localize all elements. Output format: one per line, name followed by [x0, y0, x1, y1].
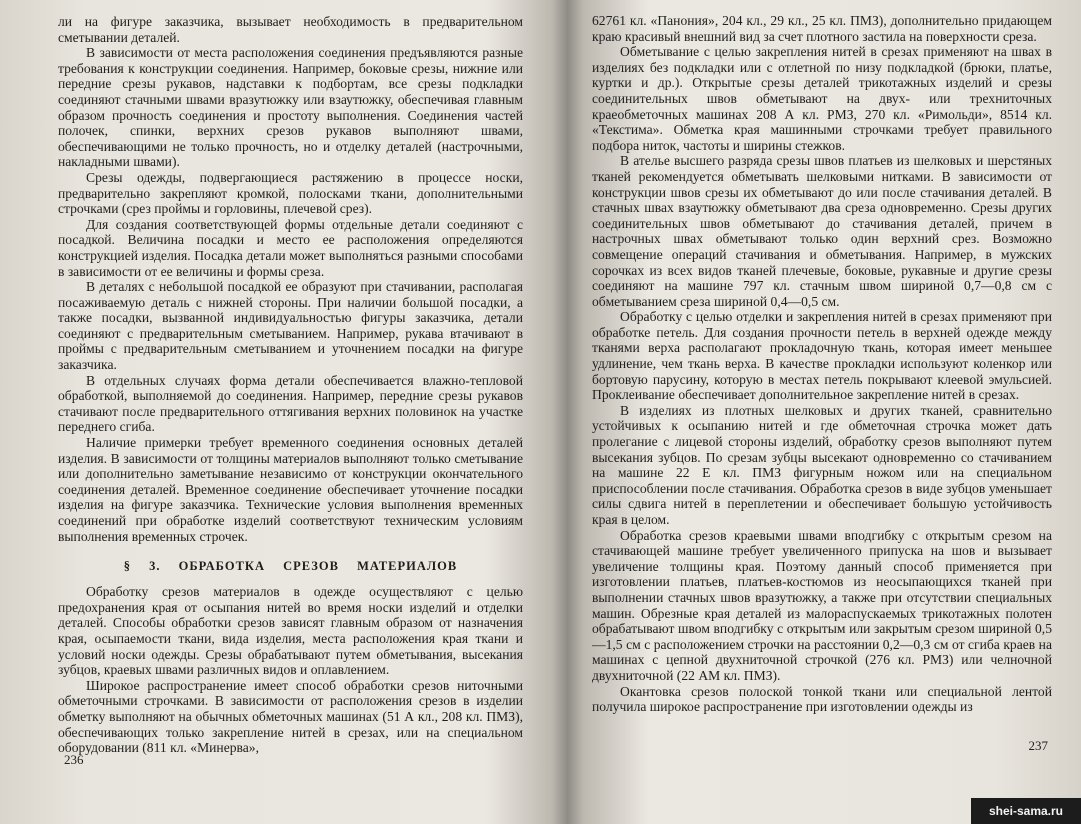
- paragraph: Обметывание с целью закрепления нитей в срезах применяют на швах в изделиях без подкладки или с отлетной по низу подкладкой (брюки, платье, куртки и др.). Открытые срезы деталей трикотажных изделий и срезы соединительных швов обметывают на двух- или трехниточных краеобметочных машинах 208 А кл. РМЗ, 270 кл. «Римольди», 8514 кл. «Текстима». Обметка края машинными строчками требует правильного подбора ниток, частоты и ширины стежков.: [592, 44, 1052, 153]
- paragraph: В зависимости от места расположения соединения предъявляются разные требования к конструкции соединения. Например, боковые срезы, нижние или передние срезы рукавов, надставки к подбортам, все срезы подкладки соединяют стачными швами вразутюжку или взаутюжку, обеспечивая главным образом прочность соединения и простоту выполнения. Соединения частей полочек, спинки, верхних срезов рукавов выполняют швами, обеспечивающими не только прочность, но и отделку деталей (настрочными, накладными швами).: [58, 45, 523, 170]
- page-number: 237: [1028, 738, 1048, 753]
- right-page: [592, 0, 1052, 824]
- paragraph: ли на фигуре заказчика, вызывает необходимость в предварительном сметывании деталей.: [58, 14, 523, 45]
- paragraph: 62761 кл. «Панония», 204 кл., 29 кл., 25 кл. ПМЗ), дополнительно придающем краю красивый внешний вид за счет плотного застила на поверхности среза.: [592, 13, 1052, 44]
- paragraph: В ателье высшего разряда срезы швов платьев из шелковых и шерстяных тканей рекомендуется обметывать шелковыми нитками. В зависимости от конструкции швов срезы их обметывают до или после стачивания деталей. В стачных швах взаутюжку обметывают два среза одновременно. Срезы других соединительных швов обметывают до стачивания деталей, причем в настрочных швах обметывают только один верхний срез. Возможно совмещение операций стачивания и обметывания. Например, в мужских сорочках из всех видов тканей плечевые, боковые, рукавные и другие срезы соединяют на машине 797 кл. стачным швом шириной 0,7—0,8 см с обметыванием среза шириной 0,4—0,5 см.: [592, 153, 1052, 309]
- paragraph: Срезы одежды, подвергающиеся растяжению в процессе носки, предварительно закрепляют кромкой, полосками ткани, дополнительными строчками (срез проймы и горловины, плечевой срез).: [58, 169, 523, 217]
- paragraph: В изделиях из плотных шелковых и других тканей, сравнительно устойчивых к осыпанию нитей и где обметочная строчка может дать пролегание с лицевой стороны изделий, обработку срезов выполняют путем высекания зубцов. По срезам зубцы высекают одновременно со стачиванием на машине 22 Е кл. ПМЗ фигурным ножом или на специальном приспособлении после стачивания. Обработка срезов в виде зубцов уменьшает силы сдвига нитей в переплетении и обеспечивает большую устойчивость края в целом.: [592, 402, 1052, 527]
- left-page: [58, 0, 523, 824]
- right-page-body: [592, 13, 1052, 715]
- paragraph: Широкое распространение имеет способ обработки срезов ниточными обметочными строчками. В зависимости от расположения срезов в изделии обметку выполняют на обычных обметочных машинах (51 А кл., 208 кл. ПМЗ), обеспечивающих только закрепление нитей в срезах, или на специальном оборудовании (811 кл. «Минерва»,: [58, 677, 523, 756]
- paragraph: Для создания соответствующей формы отдельные детали соединяют с посадкой. Величина посадки и место ее расположения определяются конструкцией изделия. Посадка детали может выполняться разными способами в зависимости от ее величины и формы среза.: [58, 216, 523, 279]
- paragraph: Наличие примерки требует временного соединения основных деталей изделия. В зависимости от толщины материалов выполняют только сметывание или дополнительно заметывание независимо от конструкции окончательного соединения деталей. Временное соединение обеспечивает уточнение посадки изделия на фигуре заказчика. Технические условия выполнения временных соединений при обработке изделий соответствуют техническим условиям выполнения временных строчек.: [58, 435, 523, 544]
- left-page-body: [58, 14, 523, 756]
- paragraph: Обработка срезов краевыми швами вподгибку с открытым срезом на стачивающей машине требует увеличенного припуска на шов и вызывает увеличение толщины края. Поэтому данный способ применяется при изготовлении платьев, платьев-костюмов из неосыпающихся тканей при выполнении стачных швов вразутюжку, а также при отсутствии специальных машин. Обрезные края деталей из малораспускаемых трикотажных полотен обрабатывают швом вподгибку с открытым или закрытым срезом шириной 0,5—1,5 см с расположением строчки на расстоянии 0,2—0,3 см от сгиба краев на машинах с цепной двухниточной строчкой (276 кл. РМЗ) или челночной двухниточной (22 АМ кл. ПМЗ).: [592, 527, 1052, 683]
- paragraph: Обработку срезов материалов в одежде осуществляют с целью предохранения края от осыпания нитей во время носки изделий и отделки деталей. Способы обработки срезов зависят главным образом от назначения края, осыпаемости ткани, вида изделия, места расположения края ткани и условий носки одежды. Срезы обрабатывают путем обметывания, высекания зубцов, краевых швами различных видов и оплавлением.: [58, 584, 523, 678]
- section-heading: § 3. ОБРАБОТКА СРЕЗОВ МАТЕРИАЛОВ: [123, 559, 458, 574]
- paragraph: Окантовка срезов полоской тонкой ткани или специальной лентой получила широкое распространение при изготовлении одежды из: [592, 683, 1052, 715]
- page-number: 236: [64, 752, 84, 767]
- paragraph: Обработку с целью отделки и закрепления нитей в срезах применяют при обработке петель. Для создания прочности петель в верхней одежде между тканями верха располагают прокладочную ткань, которая имеет меньшее удлинение, чем ткань верха. В качестве прокладки используют коленкор или бортовую парусину, которую в местах петель покрывают клеевой эмульсией. Проклеивание обеспечивает дополнительное закрепление нитей в срезах.: [592, 309, 1052, 403]
- site-watermark: shei-sama.ru: [971, 798, 1081, 824]
- paragraph: В отдельных случаях форма детали обеспечивается влажно-тепловой обработкой, выполняемой до соединения. Например, передние срезы рукавов стачивают после предварительного оттягивания верхних половинок на участке переднего сгиба.: [58, 372, 523, 435]
- paragraph: В деталях с небольшой посадкой ее образуют при стачивании, располагая посаживаемую деталь с нижней стороны. При наличии большой посадки, а также посадки, вызванной индивидуальностью фигуры заказчика, детали соединяют с предварительным сметыванием. Например, рукава втачивают в проймы с предварительным сметыванием и уточнением посадки на фигуре заказчика.: [58, 279, 523, 373]
